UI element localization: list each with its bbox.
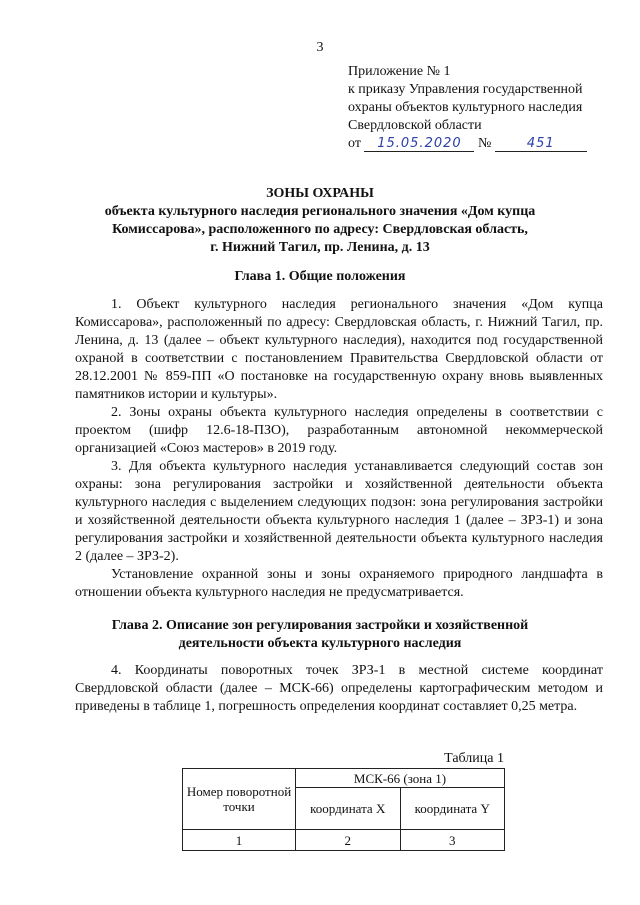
paragraph-2: 2. Зоны охраны объекта культурного наследия определены в соответствии с проектом (шифр 12.6-18-ПЗО), разработанным автономной некоммерческой организацией «Союз мастеров» в 2019 году. <box>75 405 603 456</box>
appendix-line-3: охраны объектов культурного наследия <box>348 100 583 115</box>
coordinates-table <box>182 768 505 851</box>
chapter2-heading-line-2: деятельности объекта культурного наследия <box>178 636 462 651</box>
document-title: ЗОНЫ ОХРАНЫ <box>266 186 374 201</box>
appendix-block <box>348 63 633 153</box>
chapter2-heading <box>0 617 640 653</box>
column-number-2: 2 <box>296 830 401 851</box>
chapter1-body <box>75 296 603 602</box>
header-msk66-zone: МСК-66 (зона 1) <box>296 769 505 788</box>
number-label: № <box>477 136 492 151</box>
appendix-line-2: к приказу Управления государственной <box>348 82 583 97</box>
header-coordinate-x: координата X <box>296 788 401 830</box>
handwritten-date: 15.05.2020 <box>364 137 474 152</box>
appendix-date-line <box>348 135 633 153</box>
header-coordinate-y: координата Y <box>400 788 505 830</box>
paragraph-5: 4. Координаты поворотных точек ЗРЗ-1 в местной системе координат Свердловской области (далее – МСК-66) определены картографическим методом и приведены в таблице 1, погрешность определения координат составляет 0,25 метра. <box>75 663 603 714</box>
paragraph-1: 1. Объект культурного наследия регионального значения «Дом купца Комиссарова», расположенный по адресу: Свердловская область, г. Нижний Тагил, пр. Ленина, д. 13 (далее – объект культурного наследия), находится под государственной охраной в соответствии с постановлением Правительства Свердловской области от 28.12.2001 № 859-ПП «О постановке на государственную охрану вновь выявленных памятников истории и культуры». <box>75 297 603 402</box>
chapter2-body <box>75 662 603 716</box>
header-point-number: Номер поворотной точки <box>183 769 296 830</box>
paragraph-4: Установление охранной зоны и зоны охраняемого природного ландшафта в отношении объекта культурного наследия не предусматривается. <box>75 567 603 600</box>
chapter1-heading: Глава 1. Общие положения <box>234 269 406 284</box>
paragraph-3: 3. Для объекта культурного наследия устанавливается следующий состав зон охраны: зона регулирования застройки и хозяйственной деятельности объекта культурного наследия с выделением следующих подзон: зона регулирования застройки и хозяйственной деятельности объекта культурного наследия 1 (далее – ЗРЗ-1) и зона регулирования застройки и хозяйственной деятельности объекта культурного наследия 2 (далее – ЗРЗ-2). <box>75 459 603 564</box>
subtitle-line-2: Комиссарова», расположенного по адресу: Свердловская область, <box>112 222 528 237</box>
subtitle-line-3: г. Нижний Тагил, пр. Ленина, д. 13 <box>210 240 430 255</box>
chapter2-heading-line-1: Глава 2. Описание зон регулирования застройки и хозяйственной <box>111 618 529 633</box>
column-number-3: 3 <box>400 830 505 851</box>
page-number: 3 <box>316 40 324 55</box>
appendix-line-1: Приложение № 1 <box>348 64 451 79</box>
document-subtitle <box>0 203 640 257</box>
date-label: от <box>348 136 361 151</box>
table-caption: Таблица 1 <box>444 751 504 766</box>
subtitle-line-1: объекта культурного наследия регионального значения «Дом купца <box>104 204 536 219</box>
appendix-line-4: Свердловской области <box>348 118 482 133</box>
handwritten-number: 451 <box>495 137 587 152</box>
table-row <box>183 830 505 851</box>
column-number-1: 1 <box>183 830 296 851</box>
